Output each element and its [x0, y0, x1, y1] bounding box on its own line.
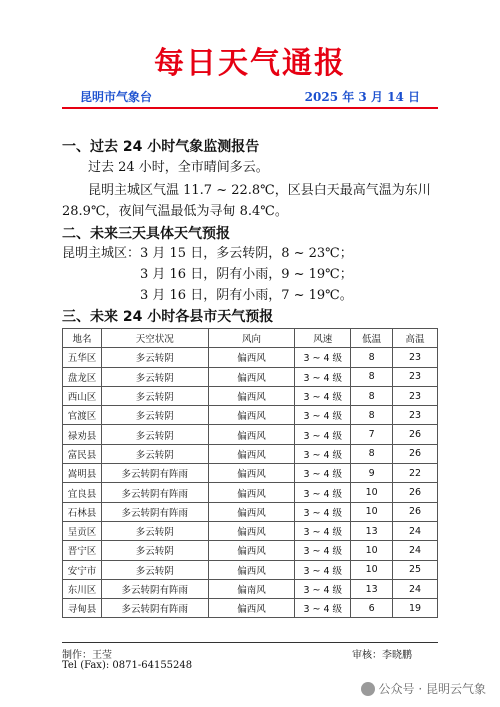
- cell-wind-speed: 3 ~ 4 级: [295, 464, 351, 483]
- cell-sky: 多云转阴: [101, 425, 208, 444]
- cell-low-temp: 6: [351, 599, 393, 618]
- cell-wind-direction: 偏西风: [208, 599, 295, 618]
- cell-low-temp: 8: [351, 348, 393, 367]
- cell-wind-direction: 偏西风: [208, 367, 295, 386]
- cell-location: 寻甸县: [63, 599, 102, 618]
- cell-high-temp: 26: [393, 502, 438, 521]
- cell-wind-direction: 偏西风: [208, 386, 295, 405]
- cell-high-temp: 24: [393, 541, 438, 560]
- footer-divider: [62, 642, 438, 643]
- cell-location: 盘龙区: [63, 367, 102, 386]
- cell-sky: 多云转阴: [101, 348, 208, 367]
- cell-sky: 多云转阴有阵雨: [101, 464, 208, 483]
- table-row: [63, 483, 438, 502]
- section1-heading: 一、过去 24 小时气象监测报告: [62, 139, 260, 155]
- cell-low-temp: 9: [351, 464, 393, 483]
- cell-wind-speed: 3 ~ 4 级: [295, 386, 351, 405]
- cell-wind-speed: 3 ~ 4 级: [295, 541, 351, 560]
- section1-paragraph2b: 28.9℃，夜间气温最低为寻甸 8.4℃。: [62, 204, 288, 219]
- cell-high-temp: 26: [393, 444, 438, 463]
- table-row: [63, 502, 438, 521]
- cell-location: 官渡区: [63, 406, 102, 425]
- cell-location: 五华区: [63, 348, 102, 367]
- cell-sky: 多云转阴: [101, 367, 208, 386]
- cell-wind-speed: 3 ~ 4 级: [295, 579, 351, 598]
- cell-wind-direction: 偏南风: [208, 579, 295, 598]
- forecast-line-1: 昆明主城区：3 月 15 日，多云转阴，8 ~ 23℃；: [62, 246, 353, 261]
- cell-sky: 多云转阴有阵雨: [101, 483, 208, 502]
- col-header-high-temp: 高温: [393, 329, 438, 348]
- table-row: [63, 444, 438, 463]
- cell-sky: 多云转阴: [101, 560, 208, 579]
- cell-location: 安宁市: [63, 560, 102, 579]
- cell-location: 东川区: [63, 579, 102, 598]
- cell-wind-direction: 偏西风: [208, 348, 295, 367]
- cell-location: 呈贡区: [63, 521, 102, 540]
- cell-high-temp: 25: [393, 560, 438, 579]
- cell-wind-speed: 3 ~ 4 级: [295, 521, 351, 540]
- watermark-text: 公众号 · 昆明云气象: [378, 682, 486, 696]
- cell-sky: 多云转阴有阵雨: [101, 599, 208, 618]
- cell-wind-direction: 偏西风: [208, 464, 295, 483]
- cell-high-temp: 26: [393, 483, 438, 502]
- table-row: [63, 599, 438, 618]
- cell-wind-direction: 偏西风: [208, 444, 295, 463]
- wechat-icon: [361, 682, 375, 696]
- cell-high-temp: 24: [393, 521, 438, 540]
- col-header-location: 地名: [63, 329, 102, 348]
- cell-low-temp: 8: [351, 406, 393, 425]
- cell-high-temp: 24: [393, 579, 438, 598]
- cell-location: 西山区: [63, 386, 102, 405]
- cell-wind-direction: 偏西风: [208, 406, 295, 425]
- cell-sky: 多云转阴: [101, 386, 208, 405]
- table-row: [63, 425, 438, 444]
- footer-reviewer: 审核：李晓鹏: [352, 650, 412, 661]
- cell-sky: 多云转阴有阵雨: [101, 502, 208, 521]
- cell-high-temp: 23: [393, 348, 438, 367]
- report-date: 2025 年 3 月 14 日: [304, 90, 420, 104]
- cell-wind-direction: 偏西风: [208, 541, 295, 560]
- cell-location: 晋宁区: [63, 541, 102, 560]
- table-row: [63, 386, 438, 405]
- table-row: [63, 560, 438, 579]
- cell-location: 禄劝县: [63, 425, 102, 444]
- cell-low-temp: 8: [351, 386, 393, 405]
- cell-high-temp: 26: [393, 425, 438, 444]
- col-header-wind-speed: 风速: [295, 329, 351, 348]
- col-header-low-temp: 低温: [351, 329, 393, 348]
- cell-high-temp: 19: [393, 599, 438, 618]
- section2-heading: 二、未来三天具体天气预报: [62, 226, 230, 242]
- cell-wind-speed: 3 ~ 4 级: [295, 483, 351, 502]
- table-row: [63, 521, 438, 540]
- cell-wind-speed: 3 ~ 4 级: [295, 502, 351, 521]
- cell-wind-speed: 3 ~ 4 级: [295, 406, 351, 425]
- cell-sky: 多云转阴: [101, 444, 208, 463]
- cell-wind-direction: 偏西风: [208, 521, 295, 540]
- cell-location: 宜良县: [63, 483, 102, 502]
- cell-wind-speed: 3 ~ 4 级: [295, 367, 351, 386]
- watermark: [361, 680, 486, 697]
- cell-wind-direction: 偏西风: [208, 425, 295, 444]
- cell-sky: 多云转阴: [101, 406, 208, 425]
- cell-high-temp: 23: [393, 406, 438, 425]
- table-row: [63, 406, 438, 425]
- col-header-wind-direction: 风向: [208, 329, 295, 348]
- cell-location: 石林县: [63, 502, 102, 521]
- forecast-line-3: 3 月 16 日，阴有小雨，7 ~ 19℃。: [140, 288, 353, 303]
- section1-paragraph1: 过去 24 小时，全市晴间多云。: [88, 160, 269, 175]
- section1-paragraph2a: 昆明主城区气温 11.7 ~ 22.8℃，区县白天最高气温为东川: [88, 183, 431, 198]
- section3-heading: 三、未来 24 小时各县市天气预报: [62, 309, 274, 325]
- cell-wind-speed: 3 ~ 4 级: [295, 425, 351, 444]
- cell-low-temp: 10: [351, 502, 393, 521]
- cell-wind-direction: 偏西风: [208, 560, 295, 579]
- table-row: [63, 464, 438, 483]
- cell-low-temp: 8: [351, 444, 393, 463]
- table-row: [63, 348, 438, 367]
- cell-high-temp: 23: [393, 367, 438, 386]
- cell-low-temp: 10: [351, 483, 393, 502]
- footer-author: 制作：王莹: [62, 650, 112, 661]
- cell-low-temp: 13: [351, 521, 393, 540]
- cell-high-temp: 23: [393, 386, 438, 405]
- table-row: [63, 541, 438, 560]
- cell-location: 嵩明县: [63, 464, 102, 483]
- cell-wind-speed: 3 ~ 4 级: [295, 599, 351, 618]
- table-header-row: [63, 329, 438, 348]
- cell-wind-speed: 3 ~ 4 级: [295, 560, 351, 579]
- cell-wind-speed: 3 ~ 4 级: [295, 348, 351, 367]
- table-row: [63, 579, 438, 598]
- col-header-sky: 天空状况: [101, 329, 208, 348]
- report-title: 每日天气通报: [154, 46, 346, 81]
- county-forecast-table: [62, 328, 438, 618]
- cell-sky: 多云转阴: [101, 521, 208, 540]
- issuer-name: 昆明市气象台: [80, 90, 153, 104]
- footer-tel: Tel (Fax): 0871-64155248: [62, 660, 193, 671]
- cell-wind-direction: 偏西风: [208, 483, 295, 502]
- cell-location: 富民县: [63, 444, 102, 463]
- cell-low-temp: 8: [351, 367, 393, 386]
- cell-sky: 多云转阴: [101, 541, 208, 560]
- cell-sky: 多云转阴有阵雨: [101, 579, 208, 598]
- table-row: [63, 367, 438, 386]
- cell-wind-speed: 3 ~ 4 级: [295, 444, 351, 463]
- title-divider: [62, 107, 438, 109]
- cell-low-temp: 10: [351, 541, 393, 560]
- cell-high-temp: 22: [393, 464, 438, 483]
- forecast-line-2: 3 月 16 日，阴有小雨，9 ~ 19℃；: [140, 267, 353, 282]
- cell-low-temp: 13: [351, 579, 393, 598]
- cell-low-temp: 7: [351, 425, 393, 444]
- cell-wind-direction: 偏西风: [208, 502, 295, 521]
- cell-low-temp: 10: [351, 560, 393, 579]
